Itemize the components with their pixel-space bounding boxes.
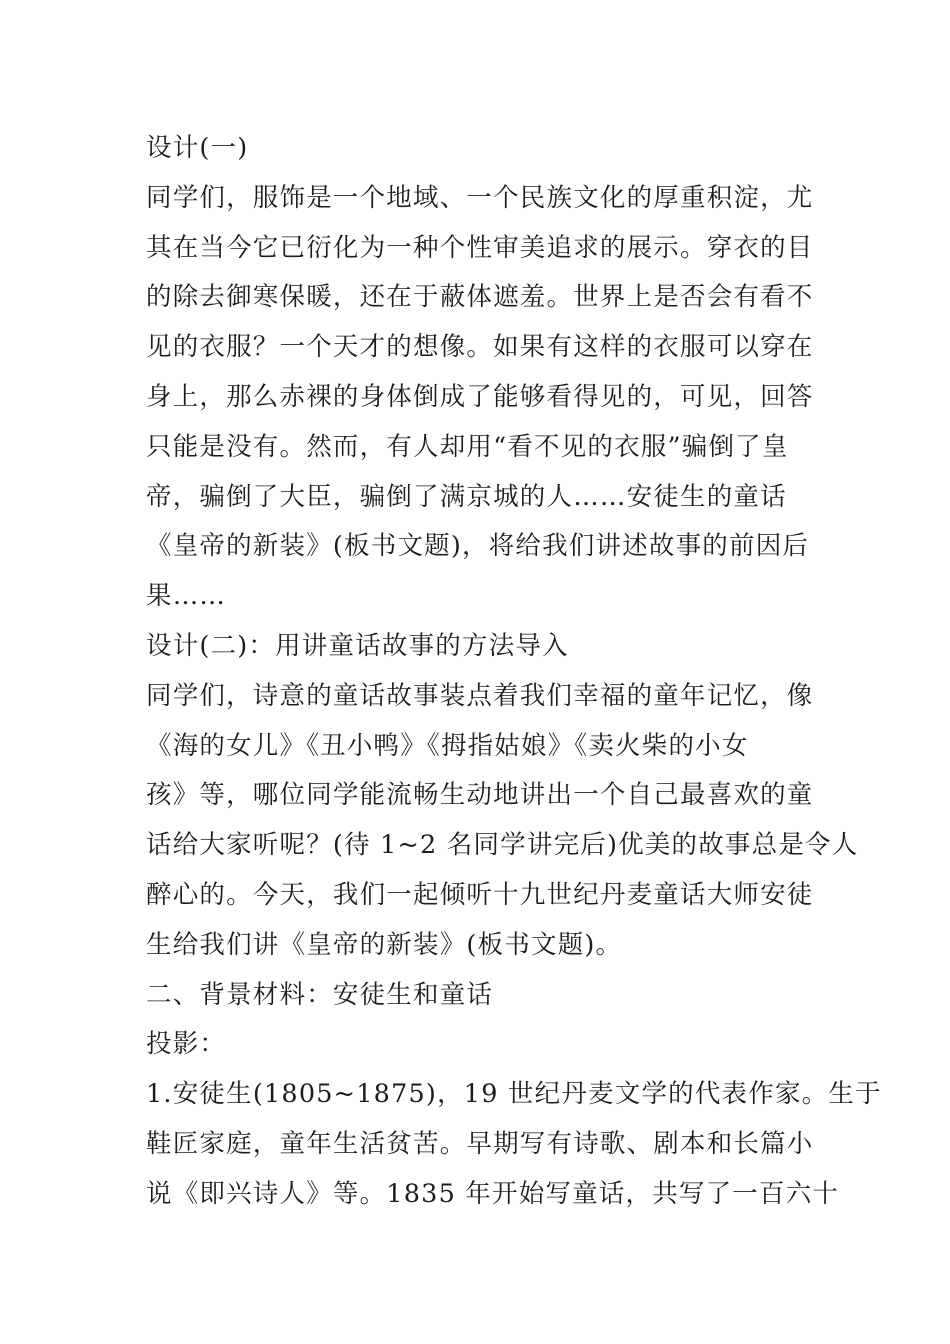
list-item-line: 鞋匠家庭，童年生活贫苦。早期写有诗歌、剧本和长篇小 [146,1128,814,1159]
paragraph-line: 同学们，服饰是一个地域、一个民族文化的厚重积淀，尤 [146,182,814,213]
body-text [146,124,882,1220]
section-heading-background: 二、背景材料：安徒生和童话 [146,979,494,1010]
paragraph-line: 话给大家听呢？(待 1~2 名同学讲完后)优美的故事总是令人 [146,830,859,861]
heading-design-two: 设计(二)：用讲童话故事的方法导入 [146,630,569,661]
list-item-line: 1.安徒生(1805~1875)，19 世纪丹麦文学的代表作家。生于 [146,1079,882,1110]
paragraph-line: 只能是没有。然而，有人却用“看不见的衣服”骗倒了皇 [146,431,789,462]
projection-label: 投影： [146,1029,227,1060]
paragraph-line: 孩》等，哪位同学能流畅生动地讲出一个自己最喜欢的童 [146,780,814,811]
paragraph-line: 醉心的。今天，我们一起倾听十九世纪丹麦童话大师安徒 [146,879,814,910]
paragraph-line: 果…… [146,581,227,612]
paragraph-line: 同学们，诗意的童话故事装点着我们幸福的童年记忆，像 [146,680,814,711]
paragraph-line: 见的衣服？一个天才的想像。如果有这样的衣服可以穿在 [146,332,814,363]
paragraph-line: 帝，骗倒了大臣，骗倒了满京城的人……安徒生的童话 [146,481,787,512]
paragraph-line: 的除去御寒保暖，还在于蔽体遮羞。世界上是否会有看不 [146,282,814,313]
heading-design-one: 设计(一) [146,133,249,163]
paragraph-line: 《海的女儿》《丑小鸭》《拇指姑娘》《卖火柴的小女 [146,730,749,761]
paragraph-line: 其在当今它已衍化为一种个性审美追求的展示。穿衣的目 [146,232,814,263]
paragraph-line: 生给我们讲《皇帝的新装》(板书文题)。 [146,929,623,960]
list-item-line: 说《即兴诗人》等。1835 年开始写童话，共写了一百六十 [146,1178,840,1209]
paragraph-line: 身上，那么赤裸的身体倒成了能够看得见的，可见，回答 [146,381,814,412]
paragraph-line: 《皇帝的新装》(板书文题)，将给我们讲述故事的前因后 [146,531,810,562]
